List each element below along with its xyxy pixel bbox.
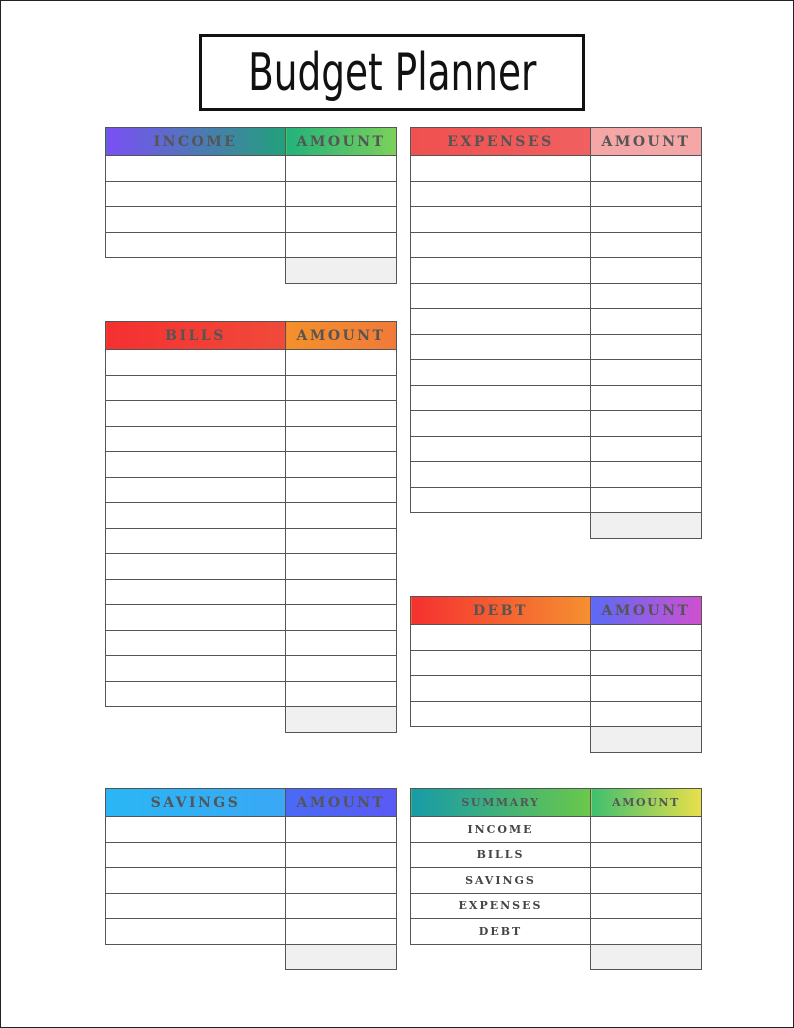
title-box: [199, 34, 585, 111]
summary-amount-cell[interactable]: [591, 919, 702, 945]
expenses-row: [411, 207, 702, 233]
expenses-amount-cell[interactable]: [591, 411, 702, 437]
page-title: Budget Planner: [247, 42, 537, 103]
summary-total-spacer: [411, 944, 591, 970]
bills-amount-cell[interactable]: [286, 681, 397, 707]
expenses-amount-cell[interactable]: [591, 385, 702, 411]
income-amount-header: AMOUNT: [286, 128, 397, 156]
summary-amount-cell[interactable]: [591, 868, 702, 894]
savings-item-cell[interactable]: [106, 868, 286, 894]
expenses-amount-cell[interactable]: [591, 360, 702, 386]
savings-amount-cell[interactable]: [286, 842, 397, 868]
expenses-row: [411, 334, 702, 360]
expenses-item-cell[interactable]: [411, 309, 591, 335]
debt-table: [410, 596, 702, 753]
summary-amount-cell[interactable]: [591, 817, 702, 843]
bills-row: [106, 681, 397, 707]
expenses-table: [410, 127, 702, 539]
bills-amount-cell[interactable]: [286, 579, 397, 605]
income-header: INCOME: [106, 128, 286, 156]
expenses-row: [411, 411, 702, 437]
bills-amount-cell[interactable]: [286, 350, 397, 376]
bills-amount-cell[interactable]: [286, 401, 397, 427]
summary-label: DEBT: [411, 919, 591, 945]
expenses-item-cell[interactable]: [411, 258, 591, 284]
income-item-cell[interactable]: [106, 207, 286, 233]
summary-table: [410, 788, 702, 970]
savings-row: [106, 893, 397, 919]
summary-amount-header: AMOUNT: [591, 789, 702, 817]
expenses-row: [411, 258, 702, 284]
bills-row: [106, 452, 397, 478]
debt-amount-cell[interactable]: [591, 676, 702, 702]
income-item-cell[interactable]: [106, 232, 286, 258]
summary-label: INCOME: [411, 817, 591, 843]
income-total-cell[interactable]: [286, 258, 397, 284]
expenses-row: [411, 360, 702, 386]
savings-amount-header: AMOUNT: [286, 789, 397, 817]
bills-amount-cell[interactable]: [286, 605, 397, 631]
summary-total-row: [411, 944, 702, 970]
bills-amount-header: AMOUNT: [286, 322, 397, 350]
savings-amount-cell[interactable]: [286, 893, 397, 919]
debt-amount-header: AMOUNT: [591, 597, 702, 625]
expenses-item-cell[interactable]: [411, 462, 591, 488]
bills-item-cell[interactable]: [106, 350, 286, 376]
bills-amount-cell[interactable]: [286, 656, 397, 682]
bills-row: [106, 630, 397, 656]
debt-total-spacer: [411, 727, 591, 753]
debt-row: [411, 676, 702, 702]
income-total-row: [106, 258, 397, 284]
debt-row: [411, 650, 702, 676]
summary-header: SUMMARY: [411, 789, 591, 817]
expenses-item-cell[interactable]: [411, 207, 591, 233]
bills-item-cell[interactable]: [106, 452, 286, 478]
expenses-item-cell[interactable]: [411, 360, 591, 386]
expenses-row: [411, 232, 702, 258]
expenses-total-spacer: [411, 513, 591, 539]
expenses-item-cell[interactable]: [411, 385, 591, 411]
income-row: [106, 181, 397, 207]
income-amount-cell[interactable]: [286, 181, 397, 207]
expenses-amount-cell[interactable]: [591, 181, 702, 207]
summary-row: [411, 817, 702, 843]
savings-item-cell[interactable]: [106, 919, 286, 945]
expenses-amount-cell[interactable]: [591, 334, 702, 360]
bills-amount-cell[interactable]: [286, 503, 397, 529]
expenses-item-cell[interactable]: [411, 487, 591, 513]
savings-item-cell[interactable]: [106, 842, 286, 868]
bills-row: [106, 579, 397, 605]
bills-total-cell[interactable]: [286, 707, 397, 733]
summary-label: BILLS: [411, 842, 591, 868]
expenses-row: [411, 462, 702, 488]
expenses-amount-cell[interactable]: [591, 309, 702, 335]
expenses-amount-cell[interactable]: [591, 156, 702, 182]
expenses-amount-cell[interactable]: [591, 462, 702, 488]
expenses-row: [411, 436, 702, 462]
expenses-amount-header: AMOUNT: [591, 128, 702, 156]
income-total-spacer: [106, 258, 286, 284]
expenses-item-cell[interactable]: [411, 181, 591, 207]
bills-row: [106, 401, 397, 427]
debt-item-cell[interactable]: [411, 625, 591, 651]
savings-total-spacer: [106, 944, 286, 970]
savings-row: [106, 817, 397, 843]
savings-row: [106, 842, 397, 868]
expenses-amount-cell[interactable]: [591, 487, 702, 513]
income-amount-cell[interactable]: [286, 232, 397, 258]
expenses-item-cell[interactable]: [411, 334, 591, 360]
bills-amount-cell[interactable]: [286, 554, 397, 580]
bills-row: [106, 350, 397, 376]
debt-total-row: [411, 727, 702, 753]
debt-row: [411, 701, 702, 727]
savings-amount-cell[interactable]: [286, 919, 397, 945]
bills-row: [106, 656, 397, 682]
expenses-row: [411, 487, 702, 513]
bills-amount-cell[interactable]: [286, 375, 397, 401]
expenses-amount-cell[interactable]: [591, 232, 702, 258]
savings-amount-cell[interactable]: [286, 868, 397, 894]
expenses-item-cell[interactable]: [411, 411, 591, 437]
expenses-amount-cell[interactable]: [591, 258, 702, 284]
income-row: [106, 232, 397, 258]
bills-item-cell[interactable]: [106, 401, 286, 427]
summary-row: [411, 868, 702, 894]
bills-amount-cell[interactable]: [286, 452, 397, 478]
debt-amount-cell[interactable]: [591, 650, 702, 676]
savings-amount-cell[interactable]: [286, 817, 397, 843]
bills-amount-cell[interactable]: [286, 477, 397, 503]
bills-row: [106, 605, 397, 631]
savings-item-cell[interactable]: [106, 817, 286, 843]
bills-item-cell[interactable]: [106, 477, 286, 503]
bills-item-cell[interactable]: [106, 554, 286, 580]
savings-row: [106, 868, 397, 894]
expenses-header: EXPENSES: [411, 128, 591, 156]
expenses-row: [411, 156, 702, 182]
savings-item-cell[interactable]: [106, 893, 286, 919]
expenses-row: [411, 309, 702, 335]
income-item-cell[interactable]: [106, 156, 286, 182]
bills-total-spacer: [106, 707, 286, 733]
summary-total-cell[interactable]: [591, 944, 702, 970]
income-row: [106, 156, 397, 182]
expenses-item-cell[interactable]: [411, 232, 591, 258]
bills-item-cell[interactable]: [106, 579, 286, 605]
expenses-total-row: [411, 513, 702, 539]
expenses-item-cell[interactable]: [411, 283, 591, 309]
bills-item-cell[interactable]: [106, 503, 286, 529]
bills-item-cell[interactable]: [106, 630, 286, 656]
bills-item-cell[interactable]: [106, 681, 286, 707]
summary-label: EXPENSES: [411, 893, 591, 919]
debt-amount-cell[interactable]: [591, 701, 702, 727]
bills-row: [106, 503, 397, 529]
bills-row: [106, 477, 397, 503]
bills-item-cell[interactable]: [106, 528, 286, 554]
bills-item-cell[interactable]: [106, 656, 286, 682]
debt-total-cell[interactable]: [591, 727, 702, 753]
bills-row: [106, 528, 397, 554]
expenses-amount-cell[interactable]: [591, 436, 702, 462]
bills-total-row: [106, 707, 397, 733]
income-table: [105, 127, 397, 284]
expenses-item-cell[interactable]: [411, 156, 591, 182]
summary-row: [411, 919, 702, 945]
expenses-amount-cell[interactable]: [591, 207, 702, 233]
income-row: [106, 207, 397, 233]
savings-row: [106, 919, 397, 945]
expenses-total-cell[interactable]: [591, 513, 702, 539]
summary-row: [411, 893, 702, 919]
savings-total-row: [106, 944, 397, 970]
debt-item-cell[interactable]: [411, 701, 591, 727]
debt-header: DEBT: [411, 597, 591, 625]
bills-header: BILLS: [106, 322, 286, 350]
income-amount-cell[interactable]: [286, 156, 397, 182]
expenses-row: [411, 283, 702, 309]
debt-row: [411, 625, 702, 651]
expenses-row: [411, 385, 702, 411]
bills-table: [105, 321, 397, 733]
summary-amount-cell[interactable]: [591, 893, 702, 919]
savings-total-cell[interactable]: [286, 944, 397, 970]
debt-amount-cell[interactable]: [591, 625, 702, 651]
income-item-cell[interactable]: [106, 181, 286, 207]
bills-item-cell[interactable]: [106, 426, 286, 452]
income-amount-cell[interactable]: [286, 207, 397, 233]
bills-item-cell[interactable]: [106, 605, 286, 631]
summary-label: SAVINGS: [411, 868, 591, 894]
expenses-row: [411, 181, 702, 207]
debt-item-cell[interactable]: [411, 676, 591, 702]
expenses-amount-cell[interactable]: [591, 283, 702, 309]
bills-amount-cell[interactable]: [286, 630, 397, 656]
expenses-item-cell[interactable]: [411, 436, 591, 462]
bills-item-cell[interactable]: [106, 375, 286, 401]
bills-amount-cell[interactable]: [286, 528, 397, 554]
savings-table: [105, 788, 397, 970]
debt-item-cell[interactable]: [411, 650, 591, 676]
bills-row: [106, 426, 397, 452]
bills-row: [106, 554, 397, 580]
summary-row: [411, 842, 702, 868]
bills-row: [106, 375, 397, 401]
summary-amount-cell[interactable]: [591, 842, 702, 868]
bills-amount-cell[interactable]: [286, 426, 397, 452]
savings-header: SAVINGS: [106, 789, 286, 817]
